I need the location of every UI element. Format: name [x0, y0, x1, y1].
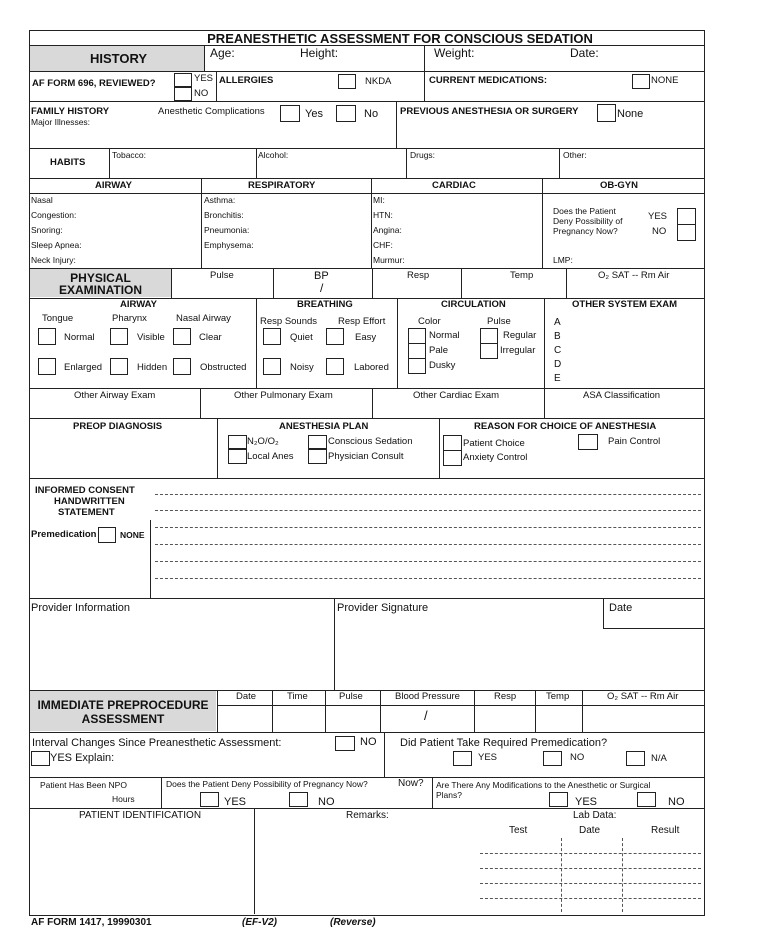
hidden-label: Hidden [137, 362, 168, 373]
pulse-irregular-checkbox[interactable] [480, 343, 498, 359]
color-dusky-checkbox[interactable] [408, 358, 426, 374]
n2o-label: N₂O/O₂ [247, 436, 279, 447]
airway-item: Congestion: [31, 210, 77, 220]
lab-divider [622, 838, 623, 912]
af696-yes-label: YES [194, 73, 214, 84]
lab-result-header: Result [651, 825, 680, 836]
pale-label: Pale [429, 345, 449, 356]
divider [29, 148, 704, 149]
divider [439, 418, 440, 478]
npo-label: Patient Has Been NPO [40, 780, 127, 790]
normal-label: Normal [64, 332, 95, 343]
pregnancy-no-label: NO [318, 796, 335, 808]
physical-title: PHYSICAL [70, 271, 131, 285]
consent-label: INFORMED CONSENT [35, 485, 135, 496]
complications-yes-label: Yes [305, 108, 323, 120]
obstructed-label: Obstructed [200, 362, 247, 373]
form-number: AF FORM 1417, 19990301 [31, 917, 152, 928]
normal-color-label: Normal [429, 330, 460, 341]
complications-yes-checkbox[interactable] [280, 105, 300, 122]
divider [217, 418, 218, 478]
divider [216, 71, 217, 101]
date-label[interactable]: Date: [570, 46, 599, 60]
interval-no-label: NO [360, 736, 377, 748]
resp-label[interactable]: Resp [407, 270, 430, 281]
divider [29, 178, 704, 179]
lab-line[interactable] [480, 868, 701, 869]
complications-no-checkbox[interactable] [336, 105, 356, 122]
conscious-sedation-label: Conscious Sedation [328, 436, 413, 447]
imm-o2-label: O₂ SAT -- Rm Air [607, 691, 679, 702]
premed-yes-label: YES [478, 752, 498, 763]
exam-airway-header: AIRWAY [120, 299, 157, 310]
premed-na-label: N/A [651, 753, 667, 764]
prev-none-checkbox[interactable] [597, 104, 616, 122]
airway-header: AIRWAY [95, 180, 132, 191]
divider [424, 71, 425, 101]
cardiac-header: CARDIAC [432, 180, 476, 191]
other-cardiac-exam[interactable]: Other Cardiac Exam [413, 390, 500, 401]
lmp-label[interactable]: LMP: [553, 255, 573, 265]
pulse-regular-checkbox[interactable] [480, 328, 498, 344]
airway-item: Snoring: [31, 225, 63, 235]
divider [272, 690, 273, 732]
divider [256, 148, 257, 178]
divider [334, 598, 335, 690]
color-pale-checkbox[interactable] [408, 343, 426, 359]
breathing-header: BREATHING [297, 299, 353, 310]
quiet-checkbox[interactable] [263, 328, 281, 345]
divider [566, 268, 567, 298]
labored-checkbox[interactable] [326, 358, 344, 375]
modifications-no-label: NO [668, 796, 685, 808]
consent-line[interactable] [155, 544, 701, 545]
divider [29, 732, 704, 733]
resp-effort-label: Resp Effort [338, 316, 386, 327]
nkda-label: NKDA [365, 76, 392, 87]
modifications-yes-checkbox[interactable] [549, 792, 568, 807]
respiratory-header: RESPIRATORY [248, 180, 316, 191]
preop-diagnosis-label: PREOP DIAGNOSIS [73, 421, 163, 432]
complications-no-label: No [364, 108, 379, 120]
divider [582, 690, 583, 732]
system-letter: D [554, 359, 562, 370]
system-letter: A [554, 317, 561, 328]
af696-yes-checkbox[interactable] [174, 73, 192, 87]
divider [384, 732, 385, 777]
npo-hours-label: Hours [112, 794, 135, 804]
circ-pulse-label: Pulse [487, 316, 511, 327]
weight-label[interactable]: Weight: [434, 46, 475, 60]
divider [406, 148, 407, 178]
local-anes-checkbox[interactable] [228, 449, 247, 464]
pregnancy-no-checkbox[interactable] [289, 792, 308, 807]
obgyn-question: Deny Possibility of [553, 216, 623, 226]
divider [371, 178, 372, 268]
imm-bp-slash: / [424, 708, 428, 723]
irregular-label: Irregular [500, 345, 536, 356]
tongue-enlarged-checkbox[interactable] [38, 358, 56, 375]
physician-consult-checkbox[interactable] [308, 449, 327, 464]
easy-checkbox[interactable] [326, 328, 344, 345]
drugs-label[interactable]: Drugs: [410, 150, 436, 160]
color-label: Color [418, 316, 441, 327]
interval-yes-checkbox[interactable] [31, 751, 50, 766]
obgyn-yes-label: YES [648, 211, 668, 222]
previous-anesthesia-label: PREVIOUS ANESTHESIA OR SURGERY [400, 106, 579, 117]
af696-label: AF FORM 696, REVIEWED? [32, 78, 156, 89]
divider [535, 690, 536, 732]
pregnancy-question: Does the Patient Deny Possibility of Pregnancy Now? [166, 779, 368, 789]
height-label[interactable]: Height: [300, 46, 339, 60]
anesthetic-complications-label: Anesthetic Complications [158, 106, 265, 117]
af696-no-checkbox[interactable] [174, 87, 192, 101]
divider [201, 178, 202, 268]
remarks-label[interactable]: Remarks: [346, 810, 389, 821]
obgyn-yes-checkbox[interactable] [677, 208, 696, 225]
consent-line[interactable] [155, 561, 701, 562]
system-letter: E [554, 373, 561, 384]
divider [29, 388, 704, 389]
nasal-airway-label: Nasal Airway [176, 313, 231, 324]
n2o-checkbox[interactable] [228, 435, 247, 449]
provider-signature-label[interactable]: Provider Signature [337, 602, 429, 614]
patient-choice-checkbox[interactable] [443, 435, 462, 451]
meds-none-checkbox[interactable] [632, 74, 650, 89]
pain-control-label: Pain Control [608, 436, 661, 447]
imm-resp-label: Resp [494, 691, 517, 702]
modifications-question: Are There Any Modifications to the Anesthetic or Surgical [436, 780, 651, 790]
lab-divider [561, 838, 562, 912]
divider [200, 388, 201, 418]
physician-consult-label: Physician Consult [328, 451, 404, 462]
allergies-label: ALLERGIES [219, 75, 274, 86]
divider [380, 690, 381, 732]
divider [254, 808, 255, 914]
premed-na-checkbox[interactable] [626, 751, 645, 766]
imm-pulse-label: Pulse [339, 691, 363, 702]
tobacco-label[interactable]: Tobacco: [112, 150, 147, 160]
dusky-label: Dusky [429, 360, 456, 371]
nasal-clear-checkbox[interactable] [173, 328, 191, 345]
divider [29, 101, 704, 102]
obgyn-no-label: NO [652, 226, 667, 237]
enlarged-label: Enlarged [64, 362, 103, 373]
family-history-label: FAMILY HISTORY [31, 106, 110, 117]
divider [204, 45, 205, 71]
obgyn-question: Pregnancy Now? [553, 226, 618, 236]
noisy-checkbox[interactable] [263, 358, 281, 375]
physical-title: EXAMINATION [58, 283, 143, 297]
airway-item: Neck Injury: [31, 255, 76, 265]
circulation-header: CIRCULATION [441, 299, 506, 310]
easy-label: Easy [355, 332, 377, 343]
provider-date-label[interactable]: Date [609, 602, 633, 614]
lab-line[interactable] [480, 883, 701, 884]
pregnancy-now-label: Now? [398, 778, 424, 789]
consent-line[interactable] [155, 578, 701, 579]
airway-item: Sleep Apnea: [31, 240, 82, 250]
premed-no-label: NO [570, 752, 585, 763]
local-anes-label: Local Anes [247, 451, 294, 462]
resp-item: Bronchitis: [204, 210, 244, 220]
resp-item: Emphysema: [204, 240, 254, 250]
lab-test-header: Test [509, 825, 528, 836]
cardiac-item: MI: [373, 195, 385, 205]
modifications-question: Plans? [436, 790, 462, 800]
cardiac-item: HTN: [373, 210, 393, 220]
divider [29, 808, 704, 809]
reason-for-choice-label: REASON FOR CHOICE OF ANESTHESIA [474, 421, 657, 432]
divider [432, 777, 433, 808]
resp-item: Pneumonia: [204, 225, 250, 235]
history-title: HISTORY [90, 51, 148, 66]
pharynx-hidden-checkbox[interactable] [110, 358, 128, 375]
divider [372, 388, 373, 418]
premedication-label: Premedication [31, 529, 97, 540]
anesthesia-plan-label: ANESTHESIA PLAN [279, 421, 369, 432]
tongue-normal-checkbox[interactable] [38, 328, 56, 345]
resp-sounds-label: Resp Sounds [260, 316, 318, 327]
interval-changes-label: Interval Changes Since Preanesthetic Assessment: [32, 737, 282, 749]
quiet-label: Quiet [290, 332, 313, 343]
temp-label[interactable]: Temp [510, 270, 534, 281]
patient-identification-label: PATIENT IDENTIFICATION [79, 810, 202, 821]
form-ef-version: (EF-V2) [242, 917, 277, 928]
premed-yes-checkbox[interactable] [453, 751, 472, 766]
required-premed-label: Did Patient Take Required Premedication? [400, 737, 608, 749]
system-letter: B [554, 331, 561, 342]
other-pulmonary-exam[interactable]: Other Pulmonary Exam [234, 390, 333, 401]
prev-none-label: None [617, 108, 644, 120]
consent-label: HANDWRITTEN [54, 496, 125, 507]
nasal-obstructed-checkbox[interactable] [173, 358, 191, 375]
pain-control-checkbox[interactable] [578, 434, 598, 450]
meds-none-label: NONE [651, 75, 679, 86]
pregnancy-yes-label: YES [224, 796, 247, 808]
alcohol-label[interactable]: Alcohol: [258, 150, 289, 160]
habits-label: HABITS [50, 157, 86, 168]
imm-time-label: Time [287, 691, 308, 702]
form-reverse: (Reverse) [330, 917, 376, 928]
lab-line[interactable] [480, 898, 701, 899]
tongue-label: Tongue [42, 313, 74, 324]
o2-sat-label[interactable]: O₂ SAT -- Rm Air [598, 270, 670, 281]
af696-no-label: NO [194, 88, 209, 99]
lab-date-header: Date [579, 825, 601, 836]
divider [29, 71, 704, 72]
lab-line[interactable] [480, 853, 701, 854]
divider [325, 690, 326, 732]
premed-none-label: NONE [120, 530, 145, 540]
color-normal-checkbox[interactable] [408, 328, 426, 344]
divider [603, 628, 704, 629]
pulse-label[interactable]: Pulse [210, 270, 234, 281]
bp-label[interactable]: BP [314, 270, 329, 282]
divider [29, 418, 704, 419]
provider-information-label[interactable]: Provider Information [31, 602, 131, 614]
immediate-title: IMMEDIATE PREPROCEDURE [37, 698, 209, 712]
divider [150, 520, 151, 598]
premed-none-checkbox[interactable] [98, 527, 116, 543]
divider [29, 478, 704, 479]
immediate-title: ASSESSMENT [81, 712, 165, 726]
divider [273, 268, 274, 298]
divider [603, 598, 604, 628]
visible-label: Visible [137, 332, 165, 343]
obgyn-header: OB-GYN [600, 180, 638, 191]
other-habits-label[interactable]: Other: [563, 150, 587, 160]
divider [161, 777, 162, 808]
pharynx-label: Pharynx [112, 313, 147, 324]
divider [474, 690, 475, 732]
divider [544, 298, 545, 388]
consent-line[interactable] [155, 527, 701, 528]
anxiety-control-label: Anxiety Control [463, 452, 528, 463]
age-label[interactable]: Age: [210, 46, 235, 60]
obgyn-no-checkbox[interactable] [677, 224, 696, 241]
divider [29, 777, 704, 778]
other-system-header: OTHER SYSTEM EXAM [572, 299, 678, 310]
imm-temp-label: Temp [546, 691, 570, 702]
pregnancy-yes-checkbox[interactable] [200, 792, 219, 807]
imm-bp-label: Blood Pressure [395, 691, 460, 702]
divider [397, 298, 398, 388]
cardiac-item: Murmur: [373, 255, 405, 265]
pharynx-visible-checkbox[interactable] [110, 328, 128, 345]
conscious-sedation-checkbox[interactable] [308, 435, 327, 449]
system-letter: C [554, 345, 562, 356]
interval-yes-explain-label: YES Explain: [50, 752, 115, 764]
divider [372, 268, 373, 298]
lab-data-label: Lab Data: [573, 810, 617, 821]
obgyn-question: Does the Patient [553, 206, 616, 216]
divider [217, 705, 704, 706]
airway-item: Nasal [31, 195, 53, 205]
bp-slash: / [320, 281, 324, 295]
major-illnesses-label: Major Illnesses: [31, 117, 91, 127]
other-airway-exam[interactable]: Other Airway Exam [74, 390, 156, 401]
noisy-label: Noisy [290, 362, 314, 373]
consent-line[interactable] [155, 494, 701, 495]
divider [217, 690, 218, 732]
labored-label: Labored [354, 362, 389, 373]
resp-item: Asthma: [204, 195, 236, 205]
imm-date-label: Date [236, 691, 257, 702]
clear-label: Clear [199, 332, 222, 343]
current-medications-label: CURRENT MEDICATIONS: [429, 75, 548, 86]
consent-label: STATEMENT [58, 507, 115, 518]
anxiety-control-checkbox[interactable] [443, 450, 462, 466]
cardiac-item: Angina: [373, 225, 402, 235]
divider [256, 298, 257, 388]
consent-line[interactable] [155, 510, 701, 511]
modifications-yes-label: YES [575, 796, 598, 808]
divider [559, 148, 560, 178]
divider [396, 101, 397, 148]
divider [544, 388, 545, 418]
interval-no-checkbox[interactable] [335, 736, 355, 751]
cardiac-item: CHF: [373, 240, 393, 250]
modifications-no-checkbox[interactable] [637, 792, 656, 807]
divider [424, 45, 425, 71]
nkda-checkbox[interactable] [338, 74, 356, 89]
divider [461, 268, 462, 298]
divider [109, 148, 110, 178]
divider [29, 193, 704, 194]
asa-classification[interactable]: ASA Classification [583, 390, 661, 401]
form-title: PREANESTHETIC ASSESSMENT FOR CONSCIOUS SEDATION [207, 31, 593, 46]
premed-no-checkbox[interactable] [543, 751, 562, 766]
patient-choice-label: Patient Choice [463, 438, 525, 449]
regular-label: Regular [503, 330, 537, 341]
divider [542, 178, 543, 268]
divider [171, 268, 172, 298]
